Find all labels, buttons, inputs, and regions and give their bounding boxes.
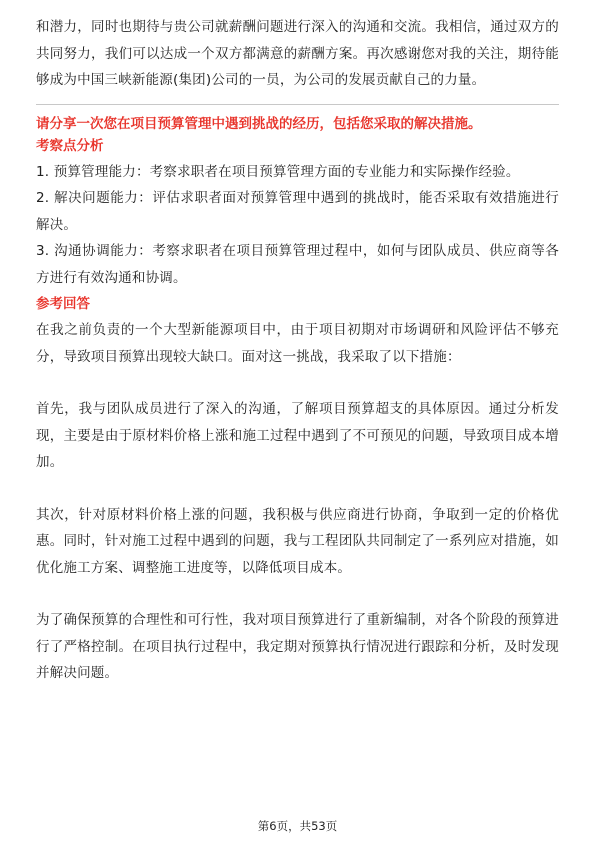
- page-number: 第6页，共53页: [257, 819, 338, 833]
- answer-paragraph: 首先，我与团队成员进行了深入的沟通，了解项目预算超支的具体原因。通过分析发现，主要是由于原材料价格上涨和施工过程中遇到了不可预见的问题，导致项目成本增加。: [36, 401, 559, 470]
- intro-paragraph: 和潜力，同时也期待与贵公司就薪酬问题进行深入的沟通和交流。我相信，通过双方的共同努力，我们可以达成一个双方都满意的薪酬方案。再次感谢您对我的关注，期待能够成为中国三峡新能源(集团)公司的一员，为公司的发展贡献自己的力量。: [36, 19, 559, 88]
- analysis-item: 2. 解决问题能力：评估求职者面对预算管理中遇到的挑战时，能否采取有效措施进行解决。: [36, 190, 559, 233]
- question-title: 请分享一次您在项目预算管理中遇到挑战的经历，包括您采取的解决措施。: [36, 115, 482, 132]
- analysis-item: 1. 预算管理能力：考察求职者在项目预算管理方面的专业能力和实际操作经验。: [36, 163, 520, 180]
- answer-paragraph: 为了确保预算的合理性和可行性，我对项目预算进行了重新编制，对各个阶段的预算进行了严格控制。在项目执行过程中，我定期对预算执行情况进行跟踪和分析，及时发现并解决问题。: [36, 612, 559, 681]
- answer-paragraph: 其次，针对原材料价格上涨的问题，我积极与供应商进行协商，争取到一定的价格优惠。同时，针对施工过程中遇到的问题，我与工程团队共同制定了一系列应对措施，如优化施工方案、调整施工进度等，以降低项目成本。: [36, 506, 559, 576]
- document-page: [36, 14, 559, 687]
- section-divider: [36, 104, 559, 105]
- answer-paragraph: 在我之前负责的一个大型新能源项目中，由于项目初期对市场调研和风险评估不够充分，导致项目预算出现较大缺口。面对这一挑战，我采取了以下措施：: [36, 322, 559, 365]
- analysis-heading: 考察点分析: [36, 137, 104, 154]
- analysis-item: 3. 沟通协调能力：考察求职者在项目预算管理过程中，如何与团队成员、供应商等各方进行有效沟通和协调。: [36, 243, 559, 286]
- answer-heading: 参考回答: [36, 296, 90, 312]
